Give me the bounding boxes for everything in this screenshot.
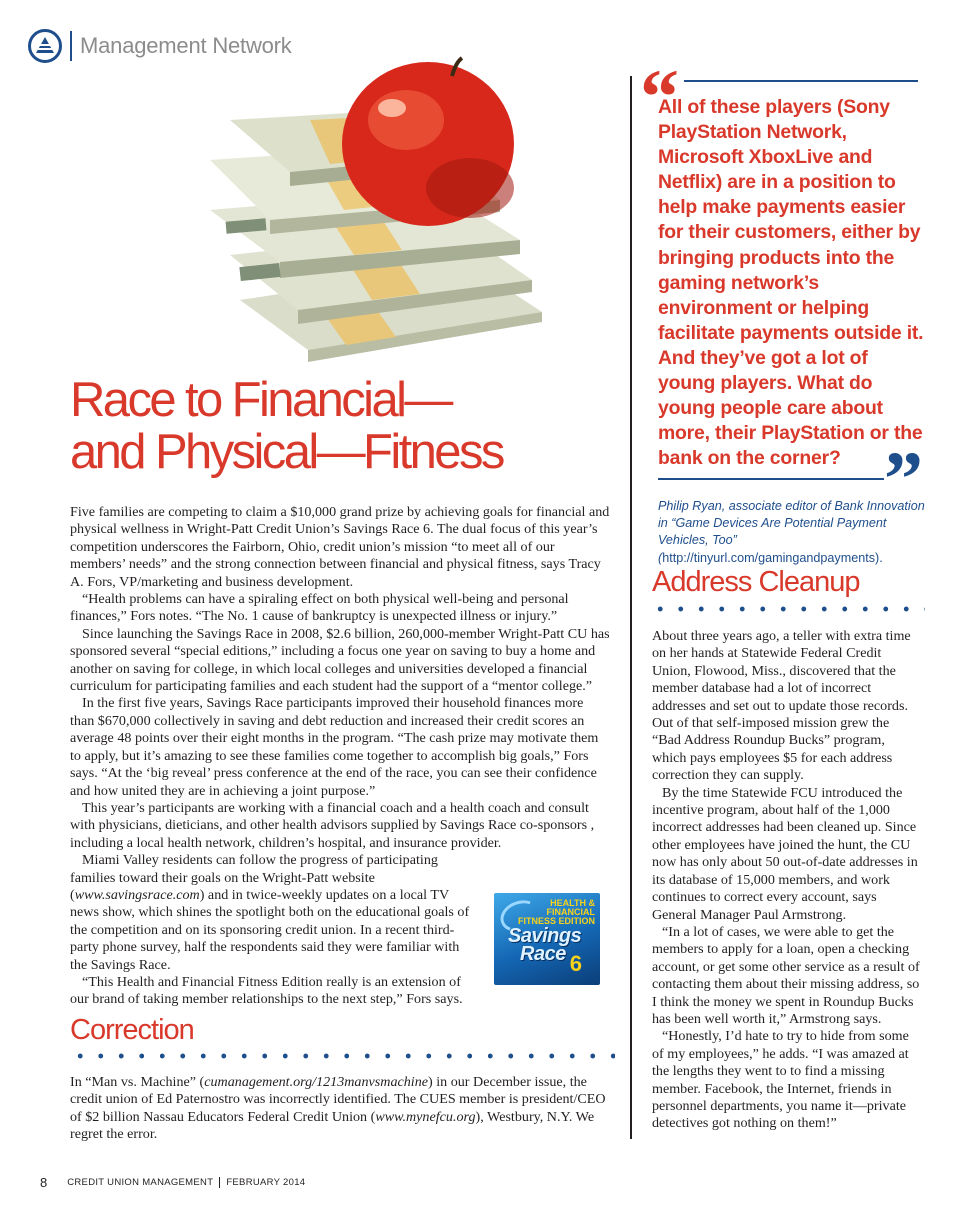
paragraph: Five families are competing to claim a $10,000 grand prize by achieving goals for financial and physical wellness in Wright-Patt Credit Union’s Savings Race 6. The dual focus of this year’s competition underscores the Fairborn, Ohio, credit union’s mission “to meet all of our members’ needs” and the strong connection between financial and physical fitness, says Tracy A. Fors, VP/marketing and business development.: [70, 504, 610, 590]
paragraph: “Honestly, I’d hate to try to hide from some of my employees,” he adds. “I was amazed at the lengths they went to to find a missing member. Facebook, the Internet, friends in personnel departments, you name it—private detectives got nothing on them!”: [652, 1028, 909, 1132]
manvsmachine-link[interactable]: cumanagement.org/1213manvsmachine: [204, 1074, 429, 1090]
pull-quote: All of these players (Sony PlayStation Network, Microsoft XboxLive and Netflix) are in a position to help make payments easier for their customers, either by bringing products into the gaming network’s environment or helping facilitate payments outside it. And they’ve got a lot of young players. What do young people care about more, their PlayStation or the bank on the corner?: [658, 96, 924, 470]
headline-line-1: Race to Financial—: [70, 373, 451, 427]
page-footer: [40, 1175, 305, 1190]
open-quote-icon: “: [640, 53, 679, 140]
quote-rule-top: [684, 80, 918, 82]
correction-heading: Correction: [70, 1014, 194, 1046]
badge-wordmark: Savings Race: [508, 925, 582, 965]
address-cleanup-body: [652, 628, 920, 1133]
header-divider: [70, 31, 72, 61]
apple-icon: [342, 58, 514, 226]
paragraph-text: Miami Valley residents can follow the progress of participating families toward their goals on the Wright-Patt website (: [70, 852, 438, 903]
page-number: 8: [40, 1175, 48, 1190]
badge-caption: HEALTH & FINANCIAL FITNESS EDITION: [517, 898, 595, 926]
close-quote-icon: ”: [884, 435, 923, 522]
dotted-rule: [70, 1053, 615, 1059]
paragraph: Since launching the Savings Race in 2008, $2.6 billion, 260,000-member Wright-Patt CU has sponsored several “special editions,” including a focus one year on saving to buy a home and another on saving for college, in which local colleges and universities developed a financial curriculum for participating families and each student had the support of a “mentor college.”: [70, 625, 610, 695]
tinyurl-link[interactable]: http://tinyurl.com/gamingandpayments: [662, 550, 876, 565]
paragraph: About three years ago, a teller with extra time on her hands at Statewide Federal Credit Union, Flowood, Miss., discovered that the member database had a lot of incorrect addresses and set out to update those records. Out of that self-imposed mission grew the “Bad Address Roundup Bucks” program, which pays employees $5 for each address correction they can supply.: [652, 628, 911, 784]
paragraph: “Health problems can have a spiraling effect on both physical well-being and personal finances,” Fors notes. “The No. 1 cause of bankruptcy is unexpected illness or injury.”: [70, 591, 569, 625]
dotted-rule: [650, 606, 925, 612]
paragraph: In the first five years, Savings Race participants improved their household finances more than $670,000 collectively in saving and debt reduction and increased their credit scores an average 48 points over their eight months in the program. “The cash prize may motivate them to apply, but it’s amazing to see these families come together to accomplish big goals,” Fors says. “At the ‘big reveal’ press conference at the end of the race, you can see their confidence and how united they are in achieving a joint purpose.”: [70, 695, 599, 799]
quote-attribution: Philip Ryan, associate editor of Bank Innovation in “Game Devices Are Potential Payment Vehicles, Too” (http://tinyurl.com/gamingandpayments).: [658, 499, 925, 565]
savings-race-logo: [494, 893, 600, 985]
paragraph: By the time Statewide FCU introduced the incentive program, about half of the 1,000 incorrect addresses had been cleaned up. Since other employees have joined the hunt, the CU now has only about 50 out-of-date addresses in its database of 15,000 members, and work continues to correct every account, says General Manager Paul Armstrong.: [652, 784, 918, 923]
correction-body: In “Man vs. Machine” (cumanagement.org/1213manvsmachine) in our December issue, the credit union of Ed Paternostro was incorrectly identified. The CUES member is president/CEO of $2 billion Nassau Educators Federal Credit Union (www.mynefcu.org), Westbury, N.Y. We regret the error.: [70, 1074, 606, 1143]
paragraph-text: ) and in twice-weekly updates on a local TV news show, which shines the spotlight both on the educational goals of the competition and on its sponsoring credit union. In a recent third-party phone survey, half the respondents said they were familiar with the Savings Race.: [70, 886, 470, 973]
mynefcu-link[interactable]: www.mynefcu.org: [375, 1108, 476, 1125]
publication-name: CREDIT UNION MANAGEMENT: [67, 1177, 214, 1188]
issue-date: FEBRUARY 2014: [226, 1177, 306, 1188]
paragraph: This year’s participants are working with a financial coach and a health coach and consult with physicians, dieticians, and other health advisors supplied by Savings Race co-sponsors , including a local health network, children’s hospital, and insurance provider.: [70, 799, 595, 851]
apple-on-money-image: [170, 50, 570, 370]
column-divider: [630, 76, 632, 1139]
savingsrace-link[interactable]: www.savingsrace.com: [74, 886, 200, 903]
headline-line-2: and Physical—Fitness: [70, 425, 503, 479]
article-headline: [70, 374, 610, 478]
section-title: Management Network: [80, 33, 292, 58]
badge-number: 6: [569, 951, 582, 976]
quote-rule-bottom: [658, 478, 884, 480]
paragraph: “This Health and Financial Fitness Edition really is an extension of our brand of taking member relationships to the next step,” Fors says.: [70, 973, 463, 1008]
footer-divider: [219, 1177, 220, 1188]
address-cleanup-heading: Address Cleanup: [652, 566, 860, 598]
cues-logo-icon: [28, 29, 62, 63]
paragraph: “In a lot of cases, we were able to get the members to apply for a loan, open a checking account, or get some other service as a result of contacting them about their missing address, so I think the money we spent in Roundup Bucks has been well worth it,” Armstrong says.: [652, 923, 920, 1027]
